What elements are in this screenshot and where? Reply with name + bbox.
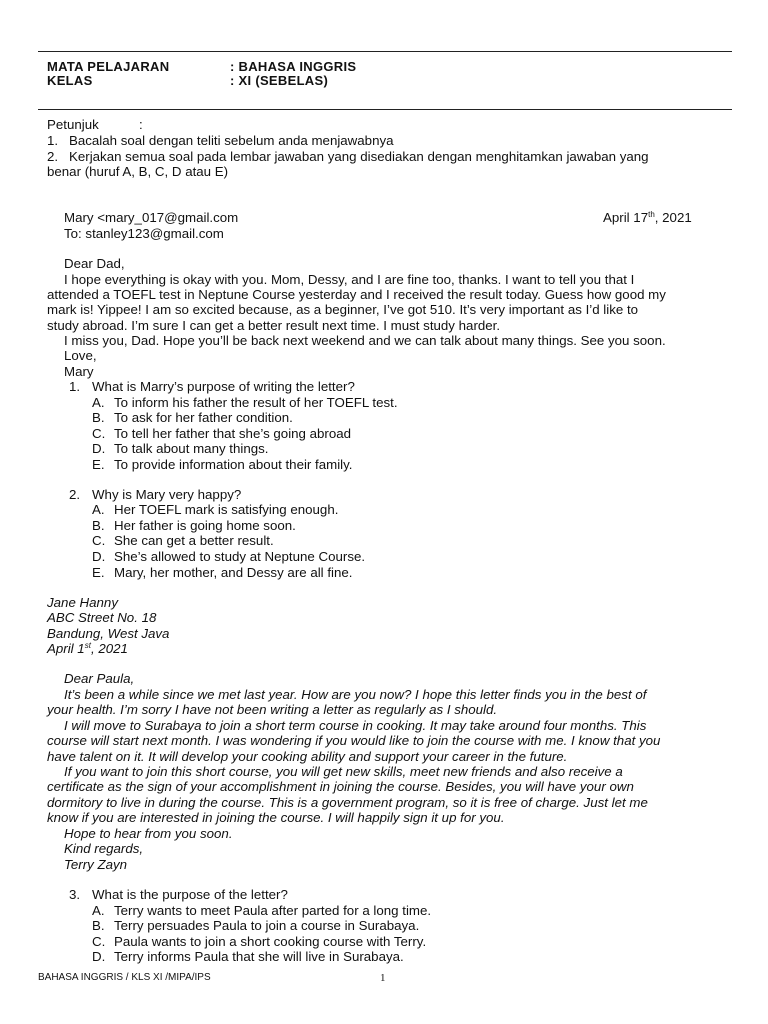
header-top-rule	[38, 51, 732, 52]
letter2-body-line: have talent on it. It will develop your cooking ability and support your career in the future.	[47, 749, 568, 764]
letter1-date	[603, 210, 692, 226]
option-text: Terry persuades Paula to join a course in Surabaya.	[114, 918, 420, 933]
letter2-date	[47, 641, 128, 657]
letter1-closing: Love,	[64, 348, 97, 363]
option-text: Paula wants to join a short cooking course with Terry.	[114, 934, 427, 949]
letter1-body-line: I hope everything is okay with you. Mom, Dessy, and I are fine too, thanks. I want to tell you that I	[64, 272, 635, 287]
option-letter: C.	[92, 426, 106, 441]
class-value: : XI (SEBELAS)	[230, 73, 329, 88]
instruction-1-text: Bacalah soal dengan teliti sebelum anda menjawabnya	[69, 133, 394, 148]
question-number: 3.	[69, 887, 81, 902]
option-2a[interactable]	[92, 502, 338, 518]
letter1-to: To: stanley123@gmail.com	[64, 226, 224, 241]
option-3b[interactable]	[92, 918, 419, 934]
letter1-date-suffix: th	[648, 210, 655, 219]
question-text: Why is Mary very happy?	[92, 487, 242, 502]
subject-value: : BAHASA INGGRIS	[230, 59, 357, 74]
option-3d[interactable]	[92, 949, 404, 965]
letter2-body-line: know if you are interested in joining the course. I will happily sign it up for you.	[47, 810, 505, 825]
letter1-signature: Mary	[64, 364, 94, 379]
option-3c[interactable]	[92, 934, 426, 950]
option-text: To inform his father the result of her TOEFL test.	[114, 395, 398, 410]
instruction-2-text-continued: benar (huruf A, B, C, D atau E)	[47, 164, 229, 179]
question-3	[69, 887, 288, 903]
subject-label: MATA PELAJARAN	[47, 59, 170, 74]
option-text: To talk about many things.	[114, 441, 269, 456]
question-text: What is the purpose of the letter?	[92, 887, 288, 902]
class-label: KELAS	[47, 73, 93, 88]
option-text: She’s allowed to study at Neptune Course.	[114, 549, 366, 564]
letter2-closing: Hope to hear from you soon.	[64, 826, 233, 841]
option-1e[interactable]	[92, 457, 352, 473]
letter1-from: Mary <mary_017@gmail.com	[64, 210, 239, 225]
letter1-body-line: attended a TOEFL test in Neptune Course yesterday and I received the result today. Guess how good my	[47, 287, 666, 302]
option-1c[interactable]	[92, 426, 351, 442]
instructions-colon: :	[139, 117, 143, 132]
letter2-date-year: , 2021	[90, 641, 128, 656]
option-text: To ask for her father condition.	[114, 410, 293, 425]
letter1-body-line: study abroad. I’m sure I can get a better result next time. I must study harder.	[47, 318, 501, 333]
question-text: What is Marry’s purpose of writing the letter?	[92, 379, 355, 394]
option-2d[interactable]	[92, 549, 365, 565]
option-text: Terry informs Paula that she will live in Surabaya.	[114, 949, 404, 964]
option-2e[interactable]	[92, 565, 352, 581]
option-text: Her father is going home soon.	[114, 518, 296, 533]
question-number: 2.	[69, 487, 81, 502]
letter2-body-line: I will move to Surabaya to join a short term course in cooking. It may take around four months. This	[64, 718, 647, 733]
instructions-label: Petunjuk	[47, 117, 99, 132]
option-3a[interactable]	[92, 903, 431, 919]
instruction-2-number: 2.	[47, 149, 59, 164]
option-letter: C.	[92, 533, 106, 548]
option-text: She can get a better result.	[114, 533, 274, 548]
option-letter: B.	[92, 918, 105, 933]
option-text: Terry wants to meet Paula after parted for a long time.	[114, 903, 432, 918]
question-number: 1.	[69, 379, 81, 394]
letter2-body-line: certificate as the sign of your accomplishment in joining the course. Besides, you will have your own	[47, 779, 634, 794]
letter2-date-suffix: st	[84, 641, 91, 650]
page-number: 1	[380, 972, 386, 984]
option-letter: E.	[92, 457, 105, 472]
letter2-body-line: It’s been a while since we met last year. How are you now? I hope this letter finds you in the best of	[64, 687, 647, 702]
option-1b[interactable]	[92, 410, 293, 426]
letter2-date-main: April 1	[47, 641, 85, 656]
option-letter: D.	[92, 949, 106, 964]
option-letter: A.	[92, 903, 105, 918]
option-letter: A.	[92, 395, 105, 410]
instruction-1-number: 1.	[47, 133, 59, 148]
letter1-date-main: April 17	[603, 210, 649, 225]
option-text: To tell her father that she’s going abroad	[114, 426, 352, 441]
option-text: Her TOEFL mark is satisfying enough.	[114, 502, 339, 517]
letter2-body-line: your health. I’m sorry I have not been writing a letter as regularly as I should.	[47, 702, 498, 717]
letter2-sender-street: ABC Street No. 18	[47, 610, 157, 625]
option-2b[interactable]	[92, 518, 296, 534]
letter1-body-line: I miss you, Dad. Hope you’ll be back next weekend and we can talk about many things. See you soon.	[64, 333, 666, 348]
instruction-2-text: Kerjakan semua soal pada lembar jawaban yang disediakan dengan menghitamkan jawaban yang	[69, 149, 649, 164]
letter2-salutation: Dear Paula,	[64, 671, 135, 686]
question-2	[69, 487, 241, 503]
option-1d[interactable]	[92, 441, 268, 457]
option-text: To provide information about their family.	[114, 457, 353, 472]
letter2-body-line: dormitory to live in during the course. This is a government program, so it is free of charge. Just let me	[47, 795, 648, 810]
option-text: Mary, her mother, and Dessy are all fine.	[114, 565, 353, 580]
option-2c[interactable]	[92, 533, 274, 549]
letter1-body-line: mark is! Yippee! I am so excited because, as a beginner, I’ve got 510. It’s very important as I’d like to	[47, 302, 639, 317]
option-letter: E.	[92, 565, 105, 580]
question-1	[69, 379, 355, 395]
header-bottom-rule	[38, 109, 732, 110]
letter2-body-line: course will start next month. I was wondering if you would like to join the course with me. I know that you	[47, 733, 661, 748]
option-letter: D.	[92, 549, 106, 564]
letter2-closing: Kind regards,	[64, 841, 144, 856]
option-letter: B.	[92, 410, 105, 425]
option-1a[interactable]	[92, 395, 398, 411]
footer-label: BAHASA INGGRIS / KLS XI /MIPA/IPS	[38, 972, 211, 983]
option-letter: D.	[92, 441, 106, 456]
letter1-salutation: Dear Dad,	[64, 256, 125, 271]
letter2-sender-name: Jane Hanny	[47, 595, 118, 610]
letter1-date-year: , 2021	[654, 210, 692, 225]
letter2-body-line: If you want to join this short course, you will get new skills, meet new friends and also receive a	[64, 764, 623, 779]
option-letter: A.	[92, 502, 105, 517]
option-letter: C.	[92, 934, 106, 949]
option-letter: B.	[92, 518, 105, 533]
letter2-signature: Terry Zayn	[64, 857, 128, 872]
letter2-sender-city: Bandung, West Java	[47, 626, 170, 641]
